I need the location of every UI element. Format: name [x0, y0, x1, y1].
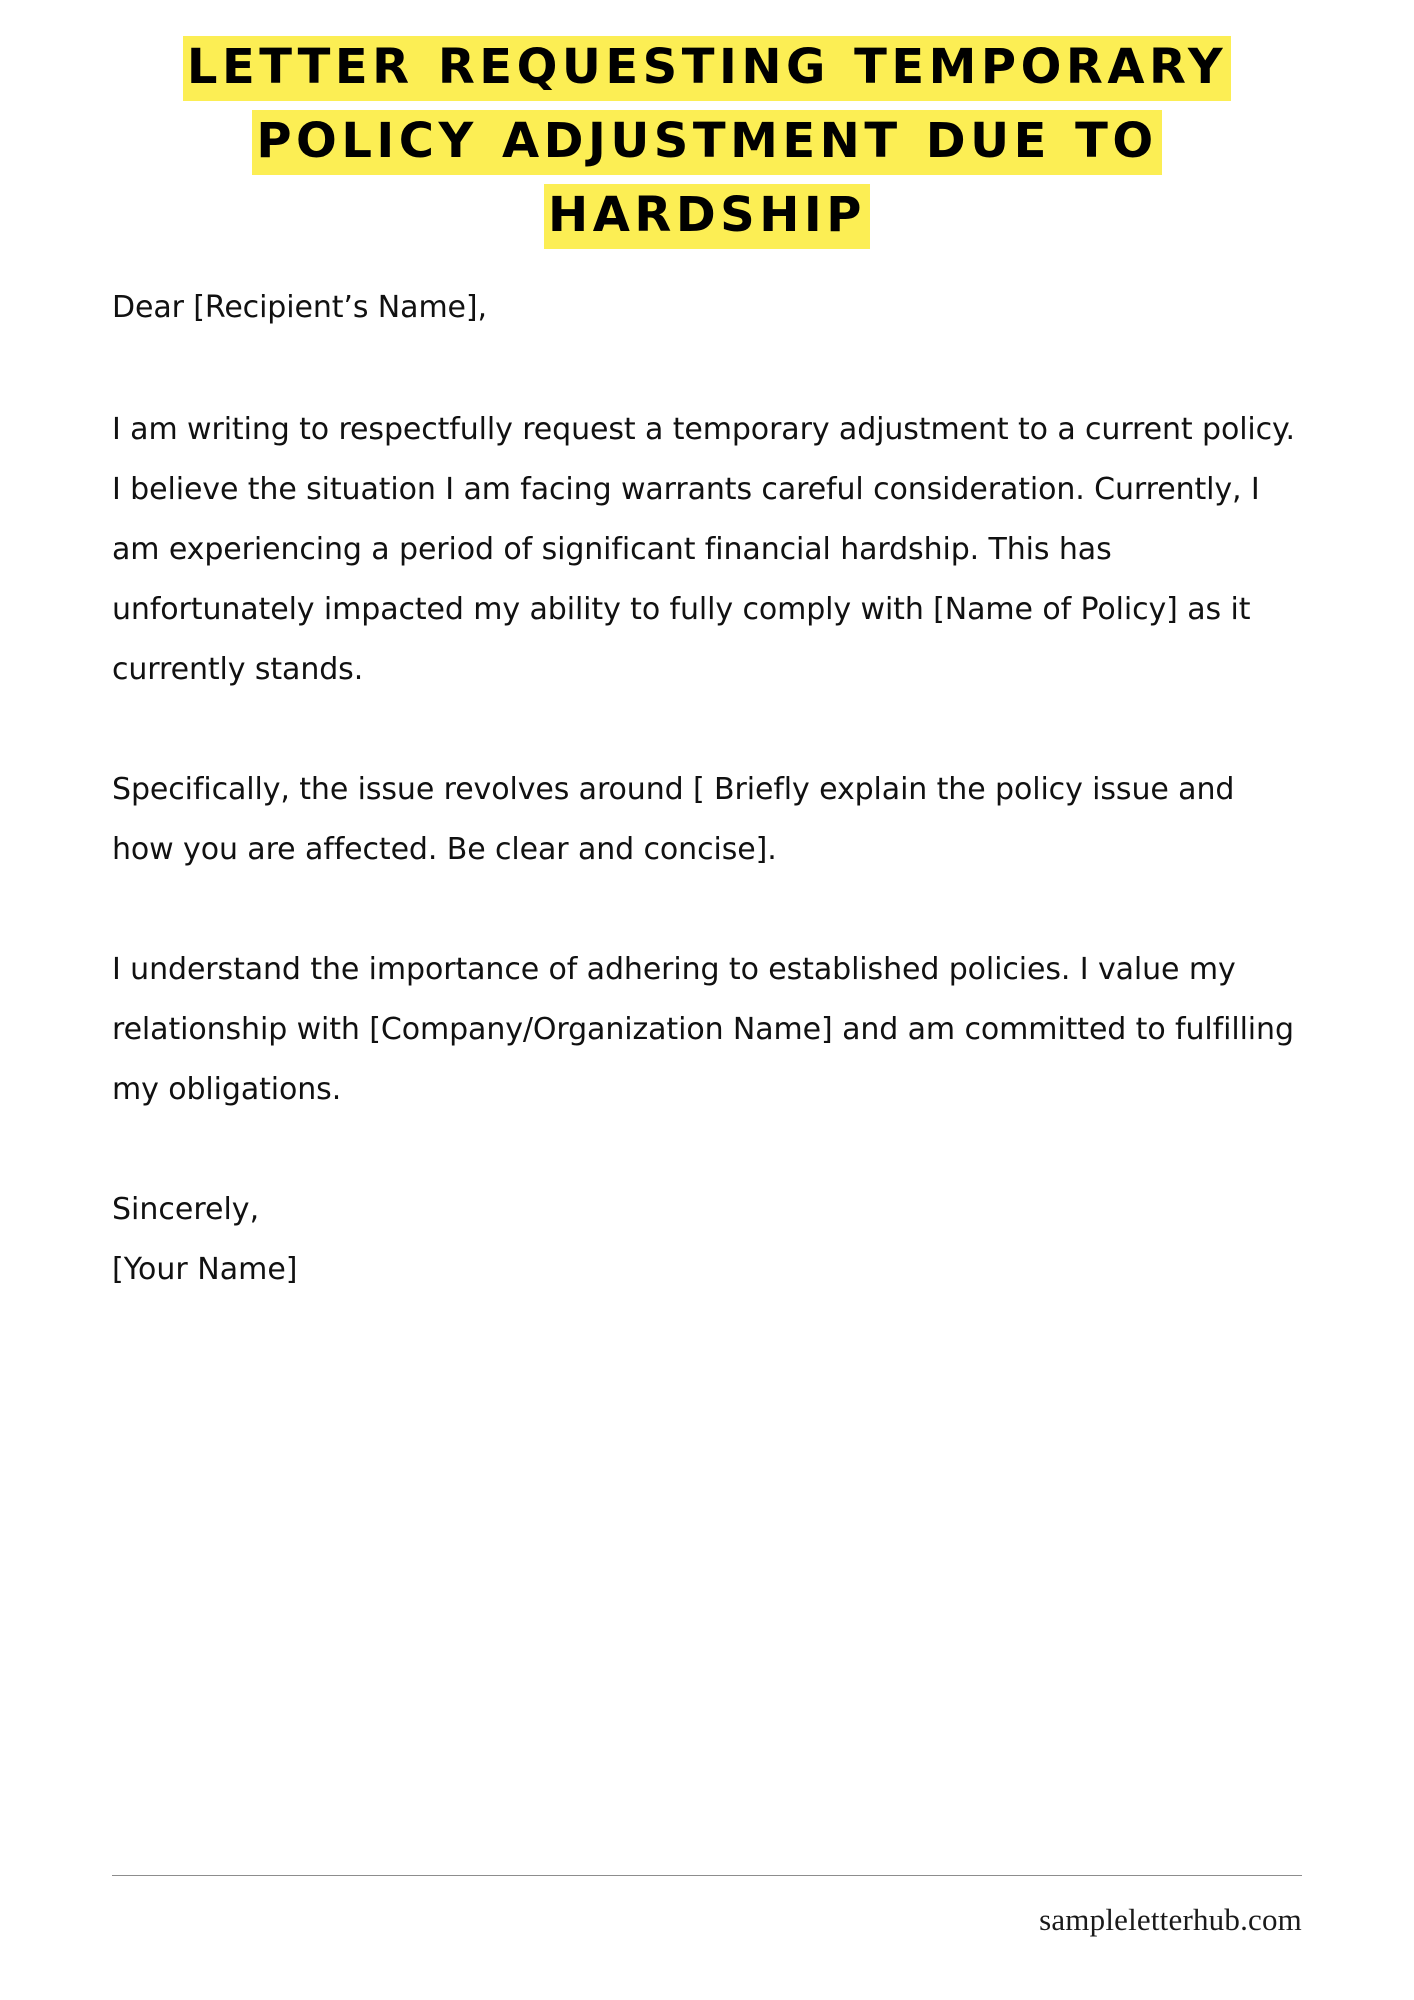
- letter-paragraph-1: I am writing to respectfully request a temporary adjustment to a current policy. I believe the situation I am facing warrants careful consideration. Currently, I am experiencing a period of significant financial hardship. This has unfortunately impacted my ability to fully comply with [Name of Policy] as it currently stands.: [112, 412, 1295, 687]
- footer-website-url: sampleletterhub.com: [1039, 1902, 1302, 1937]
- title-highlight-line-3: HARDSHIP: [544, 184, 870, 249]
- letter-paragraph-2: Specifically, the issue revolves around [ Briefly explain the policy issue and how you are affected. Be clear and concise].: [112, 772, 1235, 867]
- page-title: [95, 30, 1319, 252]
- page-footer: [112, 1875, 1302, 1938]
- title-block: [0, 0, 1414, 252]
- letter-closing: Sincerely,: [112, 1192, 260, 1227]
- letter-salutation: Dear [Recipient’s Name],: [112, 290, 487, 325]
- letter-signature: [Your Name]: [112, 1252, 298, 1287]
- letter-body: [0, 278, 1414, 1300]
- title-highlight-line-2: POLICY ADJUSTMENT DUE TO: [252, 110, 1161, 175]
- title-highlight-line-1: LETTER REQUESTING TEMPORARY: [183, 36, 1231, 101]
- letter-paragraph-3: I understand the importance of adhering to established policies. I value my relationship with [Company/Organization Name] and am committed to fulfilling my obligations.: [112, 952, 1294, 1107]
- footer-divider: [112, 1875, 1302, 1876]
